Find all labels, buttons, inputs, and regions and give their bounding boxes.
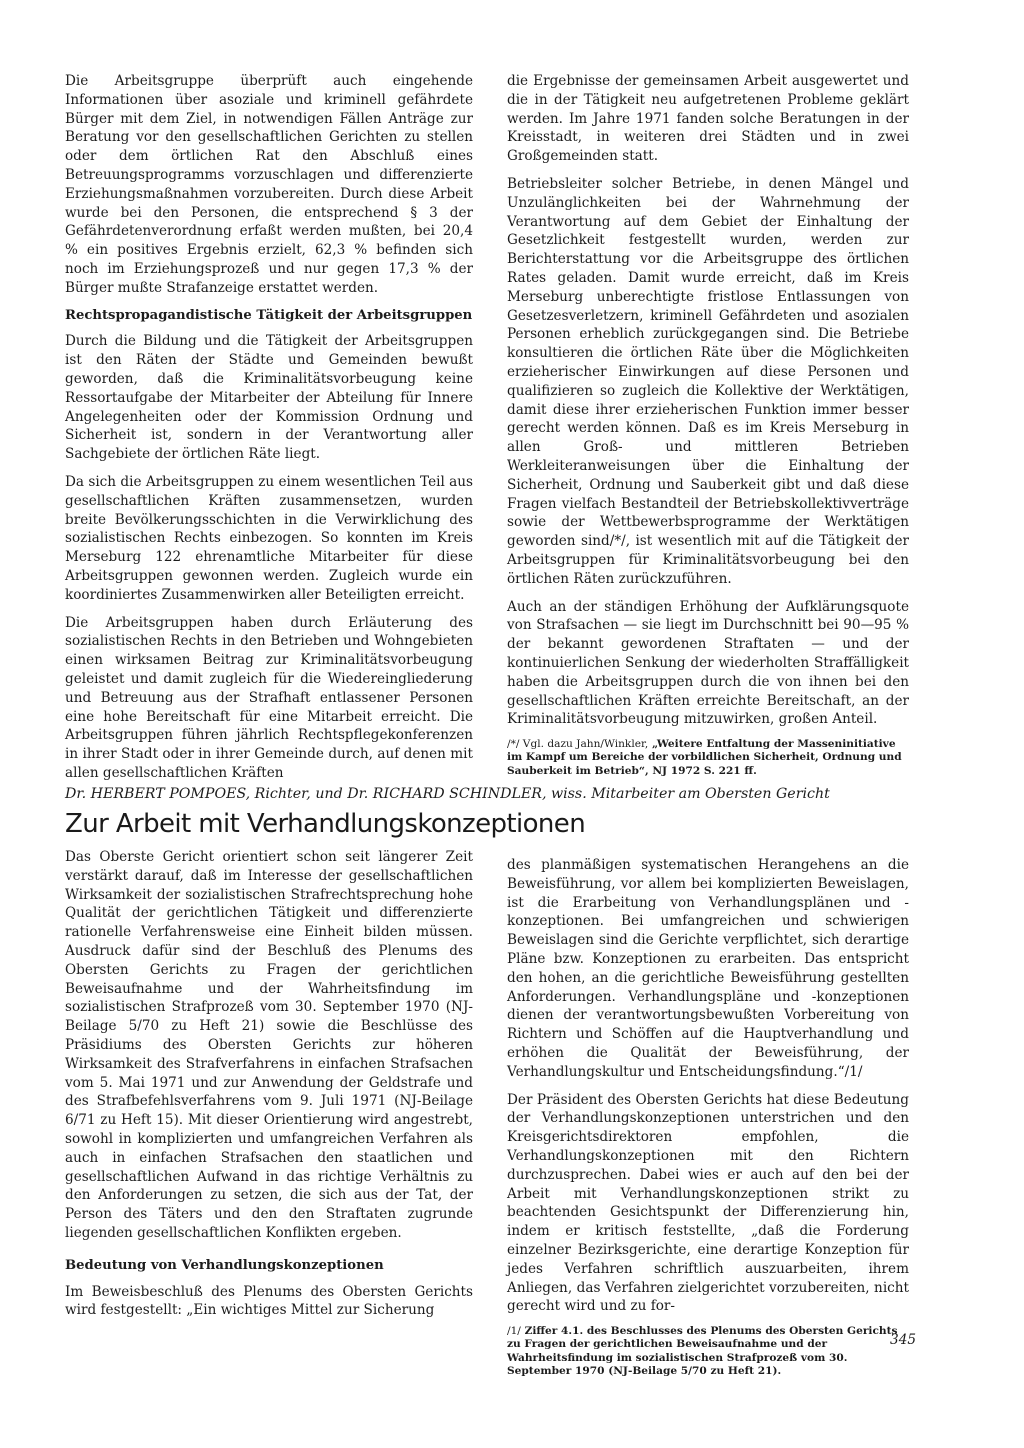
paragraph: Betriebsleiter solcher Betriebe, in denen Mängel und Unzulänglichkeiten bei der Wahrnehmung der Verantwortung auf dem Gebiet der Einhaltung der Gesetzlichkeit festgestellt wurden, werden zur Berichterstattung vor die Arbeitsgruppe des örtlichen Rates geladen. Damit wurde erreicht, daß im Kreis Merseburg unberechtigte fristlose Entlassungen von Gesetzesverletzern, kriminell Gefährdeten und asozialen Personen erheblich zurückgegangen sind. Die Betriebe konsultieren die örtlichen Räte über die Möglichkeiten erzieherischer Einwirkungen auf diese Personen und qualifizieren so zugleich die Kollektive der Werktätigen, damit diese ihrer erzieherischen Funktion immer besser gerecht werden können. Daß es im Kreis Merseburg in allen Groß- und mittleren Betrieben Werkleiteranweisungen über die Einhaltung der Sicherheit, Ordnung und Sauberkeit gibt und daß diese Fragen vielfach Bestandteil der Betriebskollektivverträge sowie der Wettbewerbsprogramme der Werktätigen geworden sind/*/, ist wesentlich mit auf die Tätigkeit der Arbeitsgruppen für Kriminalitätsvorbeugung bei den örtlichen Räten zurückzuführen. [507, 175, 909, 587]
section-heading: Bedeutung von Verhandlungskonzeptionen [65, 1257, 384, 1273]
paragraph: Der Präsident des Obersten Gerichts hat diese Bedeutung der Verhandlungskonzeptionen unterstrichen und den Kreisgerichtsdirektoren empfohlen, die Verhandlungskonzeptionen mit den Richtern durchzusprechen. Dabei wies er auch auf den bei der Arbeit mit Verhandlungskonzeptionen strikt zu beachtenden Gesichtspunkt der Differenzierung hin, indem er kritisch feststellte, „daß die Forderung einzelner Bezirksgerichte, eine derartige Konzeption für jedes Verfahren schriftlich auszuarbeiten, ihrem Anliegen, das Verfahren zielgerichtet vorzubereiten, nicht gerecht wird und zu for- [507, 1091, 909, 1315]
paragraph: Da sich die Arbeitsgruppen zu einem wesentlichen Teil aus gesellschaftlichen Kräften zusammensetzen, wurden breite Bevölkerungsschichten in die Verwirklichung des sozialistischen Rechts einbezogen. So konnten im Kreis Merseburg 122 ehrenamtliche Mitarbeiter für diese Arbeitsgruppen gewonnen werden. Zugleich wurde ein koordiniertes Zusammenwirken aller Beteiligten erreicht. [65, 473, 473, 603]
footnote-mark: /*/ Vgl. dazu Jahn/Winkler, [507, 738, 649, 751]
article-title: Zur Arbeit mit Verhandlungskonzeptionen [65, 809, 586, 839]
paragraph: Auch an der ständigen Erhöhung der Aufklärungsquote von Strafsachen — sie liegt im Durchschnitt bei 90—95 % der bekannt gewordenen Straftaten — und der kontinuierlichen Senkung der wiederholten Straffälligkeit haben die Arbeitsgruppen durch die von ihnen bei den gesellschaftlichen Kräften erreichte Bereitschaft, an der Kriminalitätsvorbeugung mitzuwirken, großen Anteil. [507, 598, 909, 728]
footnote [507, 738, 909, 778]
top-left-column [65, 72, 473, 792]
article-right-column [507, 856, 909, 1387]
paragraph: Das Oberste Gericht orientiert schon seit längerer Zeit verstärkt darauf, daß im Interesse der gesellschaftlichen Wirksamkeit der sozialistischen Strafrechtsprechung hohe Qualität der gerichtlichen Tätigkeit und differenzierte rationelle Verfahrensweise eine Einheit bilden müssen. Ausdruck dafür sind der Beschluß des Plenums des Obersten Gerichts zu Fragen der gerichtlichen Beweisaufnahme und der Wahrheitsfindung im sozialistischen Strafprozeß vom 30. September 1970 (NJ-Beilage 5/70 zu Heft 21) sowie die Beschlüsse des Präsidiums des Obersten Gerichts zur höheren Wirksamkeit des Strafverfahrens in einfachen Strafsachen vom 5. Mai 1971 und zur Anwendung der Geldstrafe und des Strafbefehlsverfahrens vom 9. Juli 1971 (NJ-Beilage 6/71 zu Heft 15). Mit dieser Orientierung wird angestrebt, sowohl in komplizierten und umfangreichen Verfahren als auch in einfachen Strafsachen den staatlichen und gesellschaftlichen Aufwand in das richtige Verhältnis zu den Anforderungen zu setzen, die sich aus der Tat, der Person des Täters und den den Straftaten zugrunde liegenden gesellschaftlichen Konflikten ergeben. [65, 849, 473, 1241]
paragraph: Die Arbeitsgruppen haben durch Erläuterung des sozialistischen Rechts in den Betrieben und Wohngebieten einen wirksamen Beitrag zur Kriminalitätsvorbeugung geleistet und damit zugleich für die Wiedereingliederung und Betreuung aus der Strafhaft entlassener Personen eine hohe Bereitschaft für eine Mitarbeit erreicht. Die Arbeitsgruppen führen jährlich Rechtspflegekonferenzen in ihrer Stadt oder in ihrer Gemeinde durch, auf denen mit allen gesellschaftlichen Kräften [65, 614, 473, 781]
page-number: 345 [890, 1332, 916, 1348]
paragraph: Durch die Bildung und die Tätigkeit der Arbeitsgruppen ist den Räten der Städte und Gemeinden bewußt geworden, daß die Kriminalitätsvorbeugung keine Ressortaufgabe der Mitarbeiter der Abteilung für Innere Angelegenheiten oder der Kommission Ordnung und Sicherheit ist, sondern in der Verantwortung aller Sachgebiete der örtlichen Räte liegt. [65, 333, 473, 463]
article-byline: Dr. HERBERT POMPOES, Richter, und Dr. RICHARD SCHINDLER, wiss. Mitarbeiter am Obersten Gericht [65, 786, 830, 802]
section-heading: Rechtspropagandistische Tätigkeit der Arbeitsgruppen [65, 307, 473, 323]
footnote [507, 1325, 909, 1378]
paragraph: die Ergebnisse der gemeinsamen Arbeit ausgewertet und die in der Tätigkeit neu aufgetretenen Probleme geklärt werden. Im Jahre 1971 fanden solche Beratungen in der Kreisstadt, in weiteren drei Städten und in zwei Großgemeinden statt. [507, 73, 909, 165]
paragraph: des planmäßigen systematischen Herangehens an die Beweisführung, vor allem bei komplizierten Beweislagen, ist die Erarbeitung von Verhandlungsplänen und -konzeptionen. Bei umfangreichen und schwierigen Beweislagen sind die Gerichte verpflichtet, sich derartige Pläne bzw. Konzeptionen zu erarbeiten. Das entspricht den hohen, an die gerichtliche Beweisführung gestellten Anforderungen. Verhandlungspläne und -konzeptionen dienen der verantwortungsbewußten Vorbereitung von Richtern und Schöffen auf die Hauptverhandlung und erhöhen die Qualität der Beweisführung, der Verhandlungskultur und Entscheidungsfindung.“/1/ [507, 857, 909, 1080]
top-right-column [507, 72, 909, 787]
paragraph: Im Beweisbeschluß des Plenums des Obersten Gerichts wird festgestellt: „Ein wichtiges Mittel zur Sicherung [65, 1283, 473, 1319]
footnote-text: Ziffer 4.1. des Beschlusses des Plenums des Obersten Gerichts zu Fragen der gerichtlichen Beweisaufnahme und der Wahrheitsfindung im sozialistischen Strafprozeß vom 30. September 1970 (NJ-Beilage 5/70 zu Heft 21). [507, 1325, 898, 1377]
paragraph: Die Arbeitsgruppe überprüft auch eingehende Informationen über asoziale und kriminell gefährdete Bürger mit dem Ziel, in notwendigen Fällen Anträge zur Beratung vor den gesellschaftlichen Gerichten zu stellen oder dem örtlichen Rat den Abschluß eines Betreuungsprogramms vorzuschlagen und differenzierte Erziehungsmaßnahmen vorzubereiten. Durch diese Arbeit wurde bei den Personen, die entsprechend § 3 der Gefährdetenverordnung erfaßt werden mußten, bei 20,4 % ein positives Ergebnis erzielt, 62,3 % befinden sich noch im Erziehungsprozeß und nur gegen 17,3 % der Bürger mußte Strafanzeige erstattet werden. [65, 73, 473, 296]
footnote-text: „Weitere Entfaltung der Masseninitiative im Kampf um Bereiche der vorbildlichen Sicherheit, Ordnung und Sauberkeit im Betrieb“, NJ 1972 S. 221 ff. [507, 738, 902, 777]
footnote-mark: /1/ [507, 1325, 521, 1338]
article-left-column [65, 848, 473, 1329]
